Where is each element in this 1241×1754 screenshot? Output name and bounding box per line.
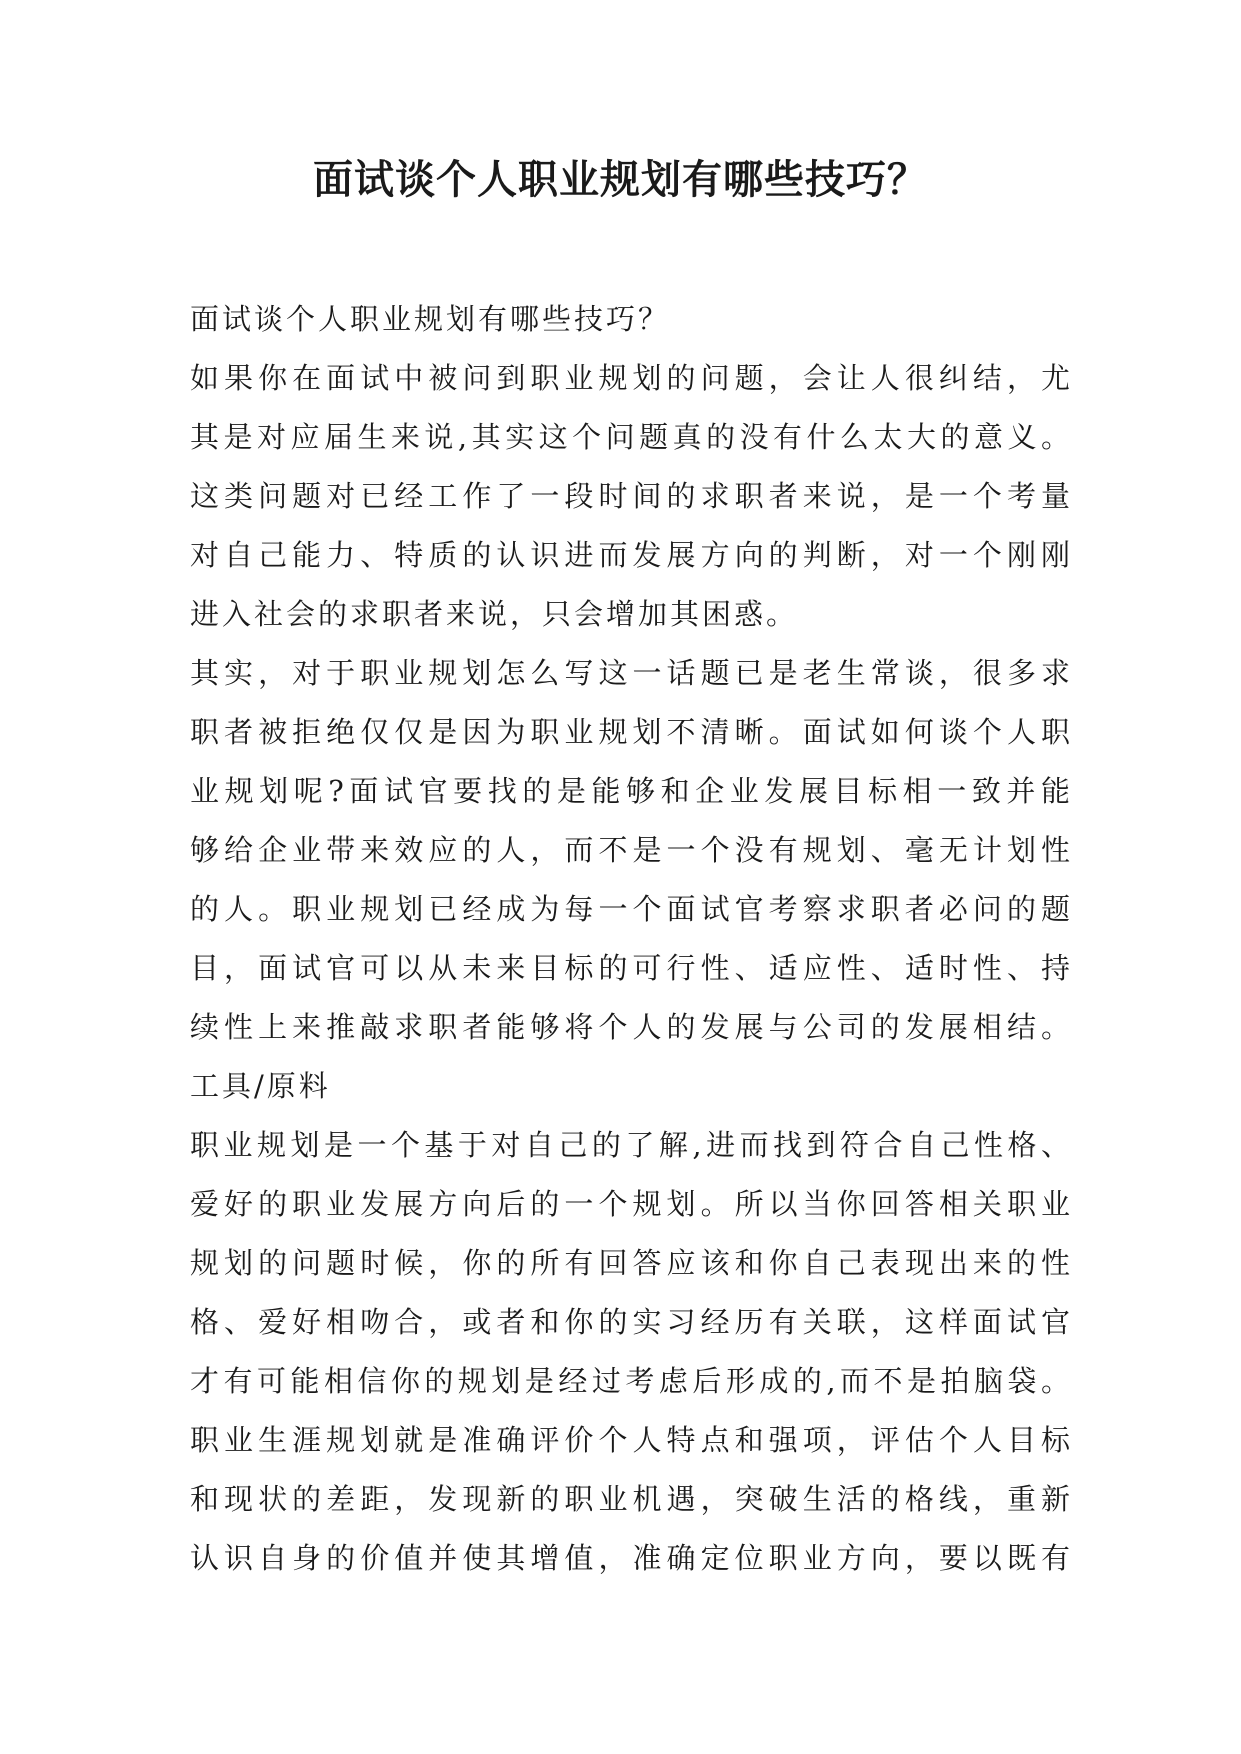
text-line: 其实，对于职业规划怎么写这一话题已是老生常谈，很多求 [190, 656, 1070, 690]
text-line: 进入社会的求职者来说，只会增加其困惑。 [190, 597, 799, 631]
text-line: 职业规划是一个基于对自己的了解,进而找到符合自己性格、 [190, 1128, 1070, 1162]
text-line: 对自己能力、特质的认识进而发展方向的判断，对一个刚刚 [190, 538, 1070, 572]
text-line: 续性上来推敲求职者能够将个人的发展与公司的发展相结。 [190, 1010, 1070, 1044]
document-title: 面试谈个人职业规划有哪些技巧？ [313, 156, 928, 203]
text-line: 如果你在面试中被问到职业规划的问题，会让人很纠结，尤 [190, 361, 1070, 395]
text-line: 其是对应届生来说,其实这个问题真的没有什么太大的意义。 [190, 420, 1070, 454]
document-body [190, 290, 1070, 1588]
text-line: 面试谈个人职业规划有哪些技巧？ [190, 302, 671, 336]
section-heading: 工具/原料 [190, 1069, 331, 1103]
text-line: 业规划呢?面试官要找的是能够和企业发展目标相一致并能 [190, 774, 1070, 808]
text-line: 规划的问题时候，你的所有回答应该和你自己表现出来的性 [190, 1246, 1070, 1280]
text-line: 格、爱好相吻合，或者和你的实习经历有关联，这样面试官 [190, 1305, 1070, 1339]
text-line: 职者被拒绝仅仅是因为职业规划不清晰。面试如何谈个人职 [190, 715, 1070, 749]
text-line: 这类问题对已经工作了一段时间的求职者来说，是一个考量 [190, 479, 1070, 513]
text-line: 够给企业带来效应的人，而不是一个没有规划、毫无计划性 [190, 833, 1070, 867]
text-line: 才有可能相信你的规划是经过考虑后形成的,而不是拍脑袋。 [190, 1364, 1070, 1398]
text-line: 爱好的职业发展方向后的一个规划。所以当你回答相关职业 [190, 1187, 1070, 1221]
text-line: 职业生涯规划就是准确评价个人特点和强项，评估个人目标 [190, 1423, 1070, 1457]
text-line: 和现状的差距，发现新的职业机遇，突破生活的格线，重新 [190, 1482, 1070, 1516]
text-line: 目，面试官可以从未来目标的可行性、适应性、适时性、持 [190, 951, 1070, 985]
text-line: 的人。职业规划已经成为每一个面试官考察求职者必问的题 [190, 892, 1070, 926]
text-line: 认识自身的价值并使其增值，准确定位职业方向，要以既有 [190, 1541, 1070, 1575]
